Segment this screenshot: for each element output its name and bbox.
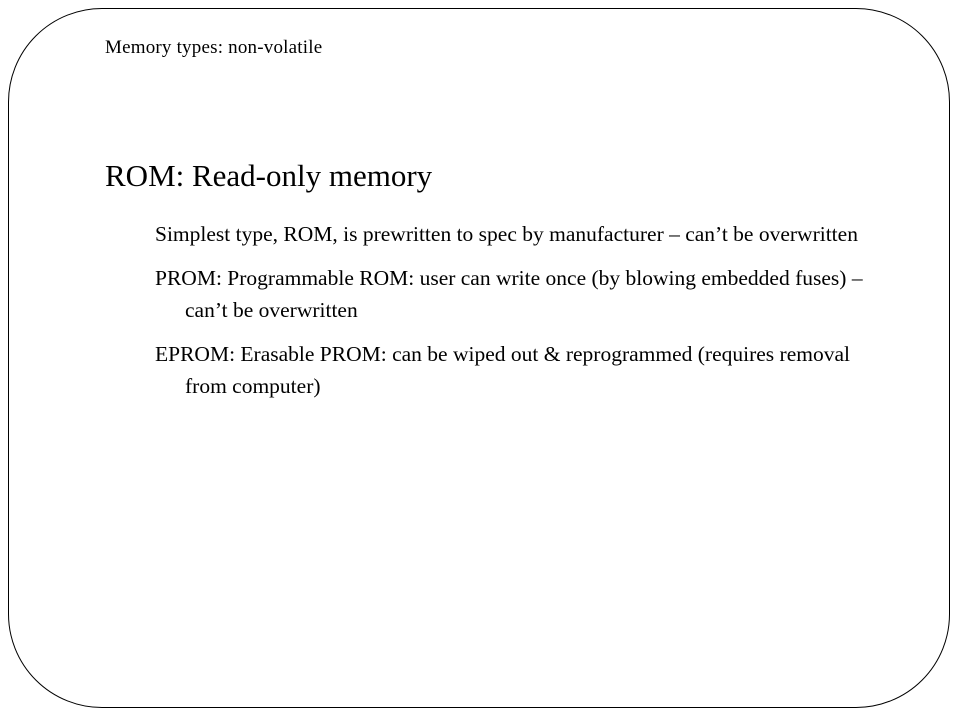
bullet-list [155, 218, 875, 414]
bullet-item-prom: PROM: Programmable ROM: user can write once (by blowing embedded fuses) – can’t be overwritten [155, 266, 863, 322]
section-heading: ROM: Read-only memory [105, 158, 433, 193]
slide-title: Memory types: non-volatile [105, 37, 323, 58]
bullet-item-rom: Simplest type, ROM, is prewritten to spec by manufacturer – can’t be overwritten [155, 222, 858, 246]
bullet-item-eprom: EPROM: Erasable PROM: can be wiped out & reprogrammed (requires removal from computer) [155, 342, 850, 398]
